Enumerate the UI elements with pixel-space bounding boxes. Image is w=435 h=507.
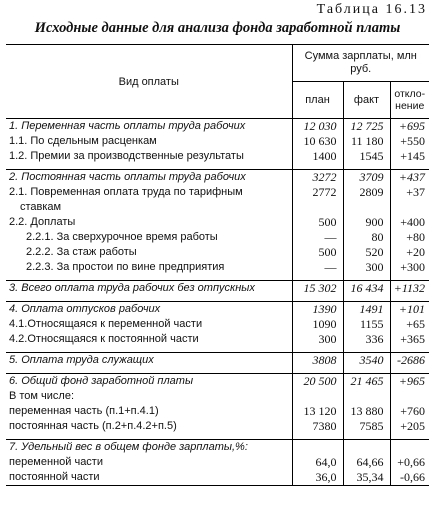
row-fact: 520: [343, 245, 390, 260]
row-plan: 500: [292, 245, 343, 260]
row-fact: 2809: [343, 185, 390, 200]
row-fact: 1491: [343, 302, 390, 318]
row-deviation: -0,66: [390, 470, 429, 486]
row-deviation: +365: [400, 332, 426, 346]
row-fact: [343, 389, 390, 404]
row-fact: 3709: [343, 170, 390, 186]
row-deviation: +80: [406, 230, 426, 244]
row-deviation: +65: [406, 317, 426, 331]
row-label: постоянной части: [6, 470, 292, 486]
row-label: 6. Общий фонд заработной платы: [6, 374, 292, 390]
row-label: 2.1. Повременная оплата труда по тарифным: [6, 185, 292, 200]
row-plan: [292, 440, 343, 456]
table-number: Таблица 16.13: [316, 2, 427, 17]
row-plan: 36,0: [292, 470, 343, 486]
row-label: 1.2. Премии за производственные результаты: [6, 149, 292, 164]
table-row: [6, 389, 429, 404]
table-row: [6, 260, 429, 275]
row-fact: 12 725: [343, 119, 390, 135]
row-label: 2.2.1. За сверхурочное время работы: [6, 230, 292, 245]
row-plan: 64,0: [292, 455, 343, 470]
row-plan: —: [292, 230, 343, 245]
row-fact: 64,66: [343, 455, 390, 470]
header-deviation: откло-нение: [390, 82, 429, 119]
table-row: [6, 332, 429, 347]
row-fact: 13 880: [343, 404, 390, 419]
row-fact: 3540: [343, 353, 390, 369]
table-row: [6, 215, 429, 230]
row-deviation: +550: [400, 134, 426, 148]
row-label: 5. Оплата труда служащих: [6, 353, 292, 369]
table-row: [6, 230, 429, 245]
row-plan: 1400: [292, 149, 343, 164]
table-row: [6, 119, 429, 135]
row-deviation: +1132: [390, 281, 429, 297]
table-row: [6, 134, 429, 149]
row-fact: 11 180: [343, 134, 390, 149]
table-row: [6, 455, 429, 470]
row-plan: 12 030: [292, 119, 343, 135]
row-label: 3. Всего оплата труда рабочих без отпускных: [6, 281, 292, 297]
row-fact: 1155: [343, 317, 390, 332]
row-label: В том числе:: [6, 389, 292, 404]
table-row: [6, 353, 429, 369]
header-fact: факт: [343, 82, 390, 119]
row-label: 2.2.2. За стаж работы: [6, 245, 292, 260]
header-plan: план: [292, 82, 343, 119]
row-plan: 10 630: [292, 134, 343, 149]
row-label: 2.2.3. За простои по вине предприятия: [6, 260, 292, 275]
row-fact: 16 434: [343, 281, 390, 297]
row-deviation: -2686: [390, 353, 429, 369]
row-plan: 1090: [292, 317, 343, 332]
row-plan: 13 120: [292, 404, 343, 419]
table-row: [6, 185, 429, 200]
row-plan: [292, 389, 343, 404]
salary-fund-table: [6, 44, 429, 486]
row-deviation: +0,66: [397, 455, 426, 469]
row-fact: 7585: [343, 419, 390, 434]
row-label: 4.1.Относящаяся к переменной части: [6, 317, 292, 332]
row-deviation: +760: [400, 404, 426, 418]
row-fact: [343, 440, 390, 456]
table-row: [6, 245, 429, 260]
row-plan: 500: [292, 215, 343, 230]
row-deviation: [390, 440, 429, 456]
row-deviation: +400: [400, 215, 426, 229]
row-fact: 300: [343, 260, 390, 275]
row-deviation: [390, 200, 429, 215]
row-fact: 336: [343, 332, 390, 347]
table-row: [6, 317, 429, 332]
row-label: 1. Переменная часть оплаты труда рабочих: [6, 119, 292, 135]
row-plan: [292, 200, 343, 215]
table-row: [6, 281, 429, 297]
row-label: переменная часть (п.1+п.4.1): [6, 404, 292, 419]
row-label: переменной части: [6, 455, 292, 470]
row-fact: 35,34: [343, 470, 390, 486]
row-label: 4. Оплата отпусков рабочих: [6, 302, 292, 318]
row-label: постоянная часть (п.2+п.4.2+п.5): [6, 419, 292, 434]
table-row: [6, 404, 429, 419]
row-deviation: +300: [400, 260, 426, 274]
row-plan: 3272: [292, 170, 343, 186]
table-row: [6, 170, 429, 186]
row-plan: 2772: [292, 185, 343, 200]
row-plan: 1390: [292, 302, 343, 318]
row-plan: 20 500: [292, 374, 343, 390]
row-label: 4.2.Относящаяся к постоянной части: [6, 332, 292, 347]
row-deviation: [390, 389, 429, 404]
row-deviation: +101: [390, 302, 429, 318]
row-fact: 1545: [343, 149, 390, 164]
table-row: [6, 440, 429, 456]
row-fact: [343, 200, 390, 215]
row-fact: 80: [343, 230, 390, 245]
row-label: 7. Удельный вес в общем фонде зарплаты,%:: [6, 440, 292, 456]
row-fact: 21 465: [343, 374, 390, 390]
row-label: 2.2. Доплаты: [6, 215, 292, 230]
row-plan: —: [292, 260, 343, 275]
row-plan: 7380: [292, 419, 343, 434]
row-deviation: +37: [406, 185, 426, 199]
row-deviation: +20: [406, 245, 426, 259]
row-label: ставкам: [6, 200, 292, 215]
table-row: [6, 200, 429, 215]
row-label: 1.1. По сдельным расценкам: [6, 134, 292, 149]
header-payment-type: Вид оплаты: [6, 45, 292, 119]
row-deviation: +205: [400, 419, 426, 433]
header-salary-sum: Сумма зарплаты, млн руб.: [292, 45, 429, 82]
row-fact: 900: [343, 215, 390, 230]
row-plan: 15 302: [292, 281, 343, 297]
table-row: [6, 374, 429, 390]
row-deviation: +145: [400, 149, 426, 163]
row-deviation: +437: [390, 170, 429, 186]
row-plan: 3808: [292, 353, 343, 369]
table-row: [6, 149, 429, 164]
table-title: Исходные данные для анализа фонда заработной платы: [34, 20, 401, 36]
row-deviation: +695: [398, 119, 426, 133]
table-row: [6, 302, 429, 318]
row-label: 2. Постоянная часть оплаты труда рабочих: [6, 170, 292, 186]
table-row: [6, 419, 429, 434]
row-deviation: +965: [390, 374, 429, 390]
row-plan: 300: [292, 332, 343, 347]
table-row: [6, 470, 429, 486]
